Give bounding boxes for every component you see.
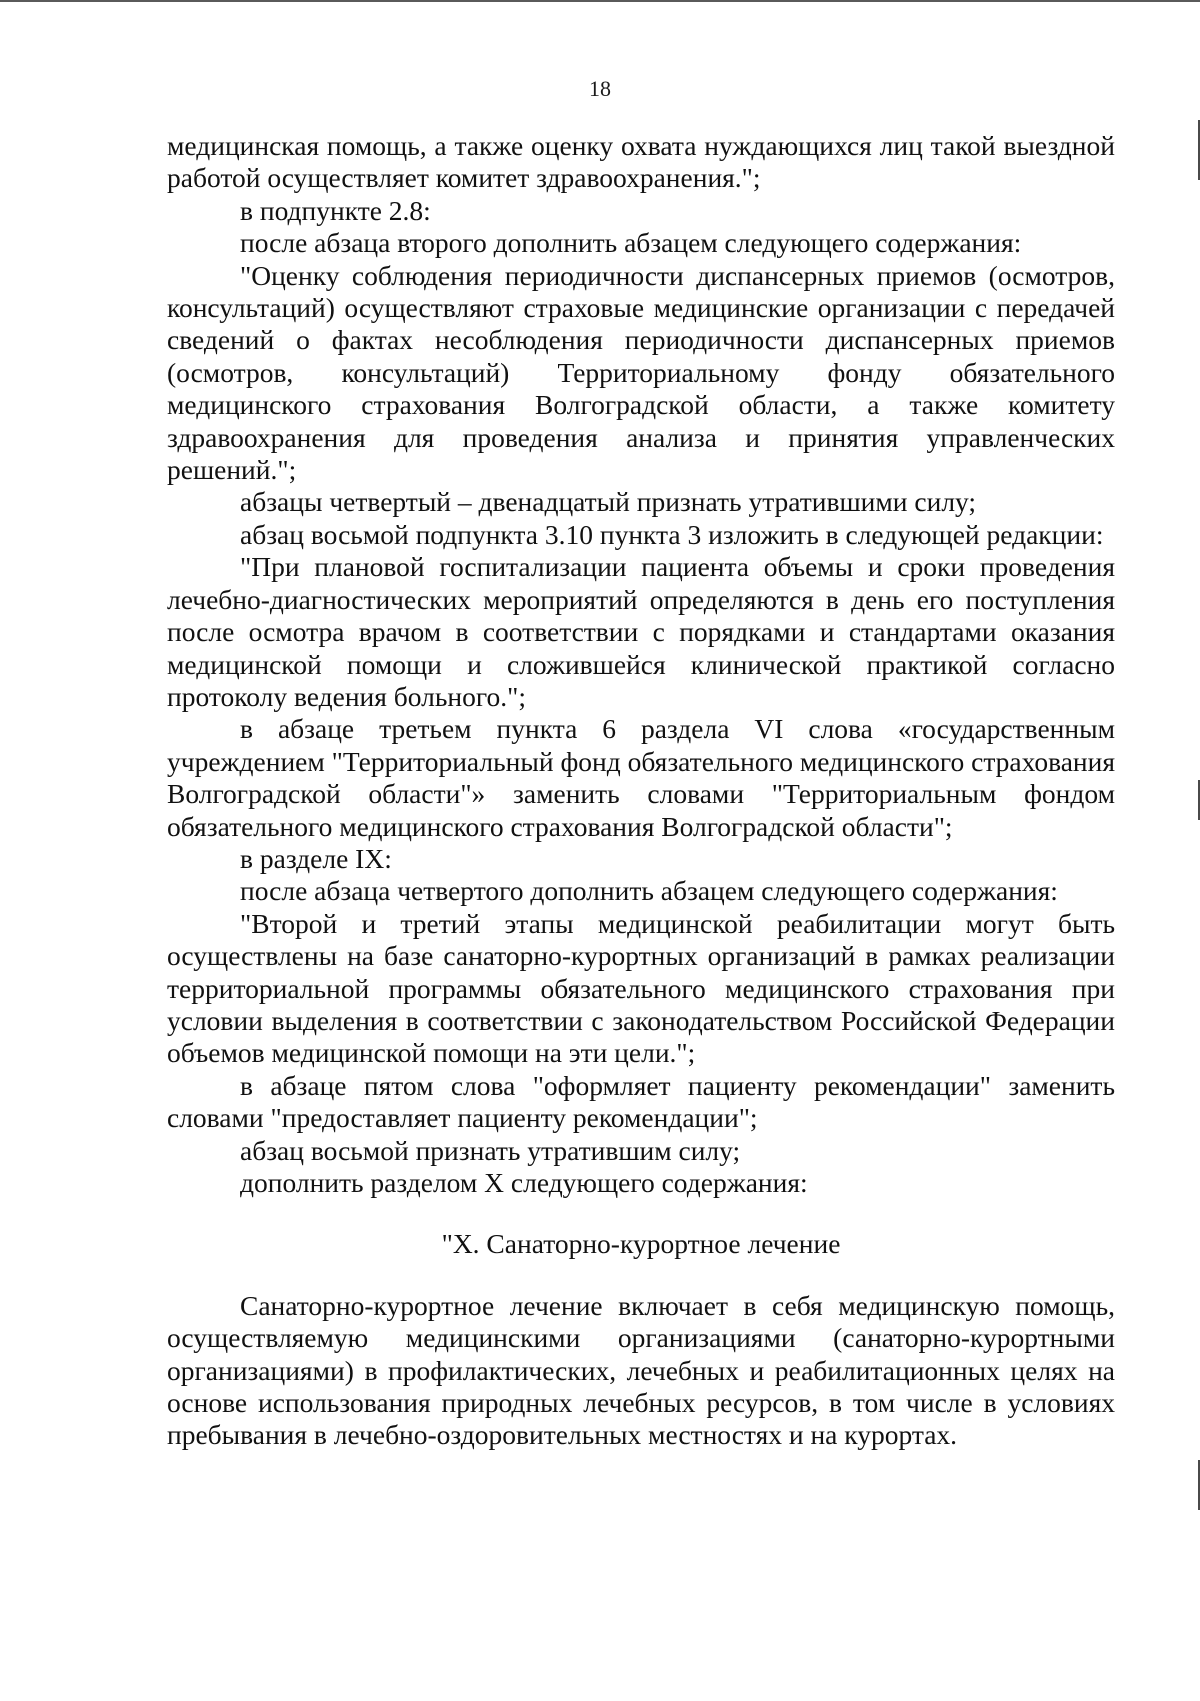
paragraph: в абзаце пятом слова "оформляет пациенту рекомендации" заменить словами "предоставляет пациенту рекомендации"; (167, 1069, 1115, 1134)
paragraphs-after-heading (167, 1290, 1115, 1452)
paragraph: дополнить разделом X следующего содержания: (240, 1167, 808, 1198)
paragraph: в абзаце третьем пункта 6 раздела VI слова «государственным учреждением "Территориальный фонд обязательного медицинского страхования Волгоградской области"» заменить словами "Территориальным фондом обязательного медицинского страхования Волгоградской области"; (167, 713, 1115, 842)
paragraphs-before-heading (167, 130, 1115, 1199)
paragraph: в разделе IX: (240, 842, 392, 874)
paragraph: "Оценку соблюдения периодичности диспансерных приемов (осмотров, консультаций) осуществляют страховые медицинские организации с передачей сведений о фактах несоблюдения периодичности диспансерных приемов (осмотров, консультаций) Территориальному фонду обязательного медицинского страхования Волгоградской области, а также комитету здравоохранения для проведения анализа и принятия управленческих решений."; (167, 259, 1115, 486)
paragraph: в подпункте 2.8: (240, 194, 431, 226)
paragraph: после абзаца второго дополнить абзацем следующего содержания: (240, 227, 1022, 259)
section-heading: "X. Санаторно-курортное лечение (441, 1228, 841, 1260)
paragraph: абзацы четвертый – двенадцатый признать утратившими силу; (240, 486, 977, 518)
paragraph: абзац восьмой подпункта 3.10 пункта 3 изложить в следующей редакции: (240, 518, 1104, 550)
page-number: 18 (589, 76, 611, 101)
paragraph: абзац восьмой признать утратившим силу; (240, 1134, 741, 1166)
paragraph: медицинская помощь, а также оценку охвата нуждающихся лиц такой выездной работой осуществляет комитет здравоохранения."; (167, 130, 1115, 194)
paragraph: "При плановой госпитализации пациента объемы и сроки проведения лечебно-диагностических мероприятий определяются в день его поступления после осмотра врачом в соответствии с порядками и стандартами оказания медицинской помощи и сложившейся клинической практикой согласно протоколу ведения больного."; (167, 551, 1115, 712)
paragraph: после абзаца четвертого дополнить абзацем следующего содержания: (240, 875, 1058, 907)
paragraph: Санаторно-курортное лечение включает в себя медицинскую помощь, осуществляемую медицинскими организациями (санаторно-курортными организациями) в профилактических, лечебных и реабилитационных целях на основе использования природных лечебных ресурсов, в том числе в условиях пребывания в лечебно-оздоровительных местностях и на курортах. (167, 1289, 1115, 1451)
paragraph: "Второй и третий этапы медицинской реабилитации могут быть осуществлены на базе санаторно-курортных организаций в рамках реализации территориальной программы обязательного медицинского страхования при условии выделения в соответствии с законодательством Российской Федерации объемов медицинской помощи на эти цели."; (167, 907, 1115, 1069)
document-body (167, 130, 1115, 1452)
scan-top-border (0, 0, 1200, 2)
